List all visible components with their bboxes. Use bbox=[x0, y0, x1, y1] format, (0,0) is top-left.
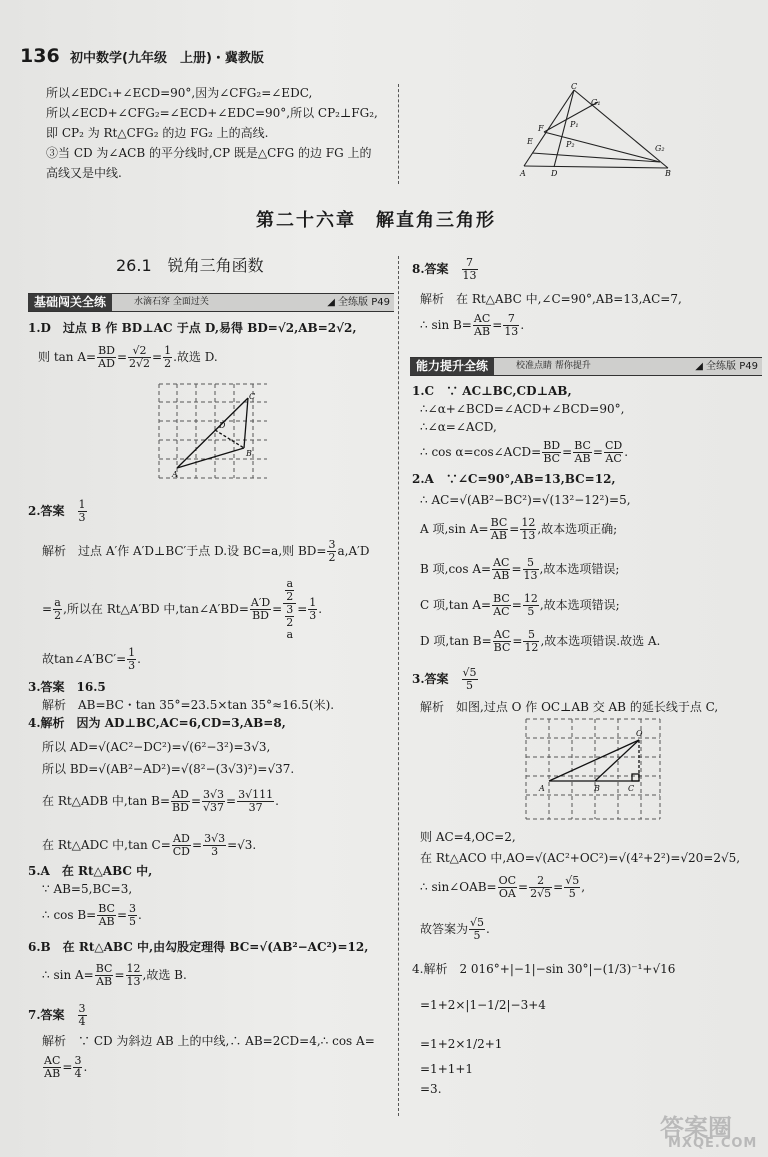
fraction bbox=[78, 499, 87, 524]
q4-line: 4.解析 因为 AD⊥BC,AC=6,CD=3,AB=8, bbox=[28, 716, 286, 730]
numerator: √5 bbox=[565, 874, 580, 887]
compound-fraction bbox=[283, 578, 296, 641]
figure-label: B bbox=[665, 169, 671, 178]
denominator: AC bbox=[493, 605, 510, 618]
q8-answer bbox=[412, 254, 479, 284]
r2-line: 2.A ∵∠C=90°,AB=13,BC=12, bbox=[412, 472, 616, 486]
denominator: 2 bbox=[286, 590, 294, 603]
denominator: 13 bbox=[504, 325, 519, 338]
numerator: 12 bbox=[523, 592, 538, 605]
text: ,故本选项错误; bbox=[539, 598, 620, 612]
text: ,故本选项错误.故选 A. bbox=[540, 634, 661, 648]
text: a,A′D bbox=[337, 544, 370, 558]
q4-line: 在 Rt△ADC 中,tan C= $\frac{AD}{CD}$ = $\frac{3√3}{3}$ =√3. bbox=[42, 832, 257, 858]
fraction bbox=[78, 1003, 87, 1028]
numerator: 7 bbox=[503, 313, 519, 326]
text: 故tan∠A′BC′= bbox=[42, 652, 127, 666]
q2-line bbox=[42, 536, 369, 566]
fraction bbox=[493, 629, 512, 654]
denominator: AB bbox=[493, 569, 510, 582]
denominator: AB bbox=[44, 1067, 61, 1080]
fraction bbox=[95, 963, 114, 988]
denominator: OA bbox=[498, 887, 516, 900]
fraction bbox=[53, 597, 62, 622]
text: 在 Rt△ADB 中,tan B= bbox=[42, 794, 171, 808]
answer-label: 8.答案 bbox=[412, 262, 449, 276]
numerator: BC bbox=[98, 902, 115, 915]
denominator: 12 bbox=[524, 641, 539, 654]
denominator: 13 bbox=[462, 269, 477, 282]
fraction bbox=[126, 963, 142, 988]
denominator: 3 bbox=[309, 609, 317, 622]
denominator: BD bbox=[172, 801, 189, 814]
denominator: AB bbox=[574, 452, 591, 465]
numerator: 1 bbox=[78, 498, 86, 511]
figure-label: P₂ bbox=[566, 140, 575, 149]
grid-label: B bbox=[594, 784, 600, 793]
text: a bbox=[286, 628, 293, 641]
text: .故选 D. bbox=[173, 350, 218, 364]
numerator: A′D bbox=[250, 596, 271, 609]
text: C 项,tan A= bbox=[420, 598, 492, 612]
denominator: 4 bbox=[78, 1015, 86, 1028]
chapter-title: 第二十六章 解直角三角形 bbox=[256, 210, 496, 231]
fraction bbox=[43, 1055, 61, 1080]
q2-line: 故tan∠A′BC′= $\frac{1}{3}$ . bbox=[42, 646, 141, 672]
denominator: BC bbox=[543, 452, 561, 465]
fraction bbox=[284, 578, 295, 603]
q8-line: ∴ sin B= $\frac{AC}{AB}$ = $\frac{7}{13}$ . bbox=[420, 312, 525, 338]
bar-reference: ◢ 全练版 P49 bbox=[695, 361, 758, 372]
r2-line: ∴ AC=√(AB²−BC²)=√(13²−12²)=5, bbox=[420, 493, 631, 507]
column-divider bbox=[398, 84, 399, 184]
bar-label: 基础闯关全练 bbox=[28, 294, 112, 311]
grid-label: O bbox=[636, 729, 643, 738]
denominator: 3 bbox=[78, 511, 86, 524]
text: 解析 过点 A′作 A′D⊥BC′于点 D.设 BC=a,则 BD= bbox=[42, 544, 327, 558]
q4-line: 所以 BD=√(AB²−AD²)=√(8²−(3√3)²)=√37. bbox=[42, 762, 295, 776]
numerator: AC bbox=[44, 1054, 61, 1067]
denominator: 5 bbox=[129, 915, 137, 928]
text: ,故选 B. bbox=[142, 968, 187, 982]
q7-line: 解析 ∵ CD 为斜边 AB 上的中线,∴ AB=2CD=4,∴ cos A= bbox=[42, 1034, 375, 1048]
numerator: 12 bbox=[126, 962, 141, 975]
numerator: BD bbox=[98, 344, 115, 357]
denominator: AC bbox=[605, 452, 622, 465]
denominator: 2 bbox=[54, 609, 62, 622]
r3-line: 解析 如图,过点 O 作 OC⊥AB 交 AB 的延长线于点 C, bbox=[420, 700, 719, 714]
denominator: 5 bbox=[466, 679, 474, 692]
figure-label: C bbox=[571, 82, 578, 91]
r3-line: 在 Rt△ACO 中,AO=√(AC²+OC²)=√(4²+2²)=√20=2√5, bbox=[420, 851, 741, 865]
bar-subtitle: 水滴石穿 全面过关 bbox=[134, 297, 209, 307]
numerator: 7 bbox=[462, 257, 478, 270]
denominator: 13 bbox=[521, 529, 536, 542]
q5-line: 5.A 在 Rt△ABC 中, bbox=[28, 864, 153, 878]
numerator: CD bbox=[604, 439, 623, 452]
numerator: 3 bbox=[328, 538, 336, 551]
watermark-url: MXQE.COM bbox=[668, 1136, 758, 1151]
denominator: 2√5 bbox=[530, 887, 552, 900]
r1-line: 1.C ∵ AC⊥BC,CD⊥AB, bbox=[412, 384, 572, 398]
fraction bbox=[523, 629, 539, 654]
denominator: AB bbox=[96, 975, 113, 988]
fraction bbox=[462, 257, 478, 282]
numerator: AD bbox=[173, 832, 190, 845]
grid-label: D bbox=[219, 421, 226, 430]
q5-line: ∴ cos B= $\frac{BC}{AB}$ = $\frac{3}{5}$ . bbox=[42, 902, 142, 928]
text: =√3. bbox=[227, 838, 257, 852]
numerator: 3 bbox=[78, 1002, 86, 1015]
fraction bbox=[308, 597, 317, 622]
fraction bbox=[163, 345, 172, 370]
r3-line: ∴ sin∠OAB= $\frac{OC}{OA}$ = $\frac{2}{2√5}$ = $\frac{√5}{5}$ , bbox=[420, 874, 586, 900]
text-line: ③当 CD 为∠ACB 的平分线时,CP 既是△CFG 的边 FG 上的 bbox=[46, 146, 372, 160]
q4-line: 在 Rt△ADB 中,tan B= $\frac{AD}{BD}$ = $\frac{3√3}{√37}$ = $\frac{3√111}{37}$ . bbox=[42, 788, 279, 814]
text: = bbox=[42, 602, 53, 616]
q2-answer bbox=[28, 496, 88, 526]
numerator: 3√3 bbox=[203, 788, 225, 801]
denominator: 5 bbox=[527, 605, 535, 618]
fraction bbox=[520, 517, 536, 542]
numerator: 12 bbox=[521, 516, 536, 529]
fraction bbox=[469, 917, 485, 942]
denominator: √37 bbox=[203, 801, 225, 814]
bar-reference: ◢ 全练版 P49 bbox=[327, 297, 390, 308]
figure-label: F bbox=[538, 124, 544, 133]
denominator: 5 bbox=[568, 887, 576, 900]
fraction bbox=[171, 789, 190, 814]
numerator: AC bbox=[493, 628, 511, 641]
r2-option-d: D 项,tan B= $\frac{AC}{BC}$ = $\frac{5}{12}$ ,故本选项错误.故选 A. bbox=[420, 628, 661, 654]
bar-label: 能力提升全练 bbox=[410, 358, 494, 375]
grid-label: C bbox=[628, 784, 635, 793]
denominator: AD bbox=[98, 357, 115, 370]
r4-line: =3. bbox=[420, 1082, 442, 1096]
fraction bbox=[172, 833, 191, 858]
q1-formula: 则 tan A= $\frac{BD}{AD}$ = $\frac{√2}{2√2}$ = $\frac{1}{2}$ .故选 D. bbox=[38, 344, 218, 370]
grid-label: B bbox=[246, 449, 252, 458]
bar-subtitle: 校准点睛 帮你提升 bbox=[516, 361, 591, 371]
text-line: 即 CP₂ 为 Rt△CFG₂ 的边 FG₂ 上的高线. bbox=[46, 126, 269, 140]
text: 则 tan A= bbox=[38, 350, 97, 364]
text-line: 高线又是中线. bbox=[46, 166, 122, 180]
r1-line: ∴∠α+∠BCD=∠ACD+∠BCD=90°, bbox=[420, 402, 625, 416]
fraction bbox=[97, 903, 116, 928]
text: ,所以在 Rt△A′BD 中,tan∠A′BD= bbox=[63, 602, 249, 616]
text: 在 Rt△ADC 中,tan C= bbox=[42, 838, 171, 852]
numerator: 1 bbox=[128, 646, 136, 659]
r1-line: ∴ cos α=cos∠ACD= $\frac{BD}{BC}$ = $\frac{BC}{AB}$ = $\frac{CD}{AC}$ . bbox=[420, 439, 629, 465]
q6-line: ∴ sin A= $\frac{BC}{AB}$ = $\frac{12}{13}$ ,故选 B. bbox=[42, 962, 187, 988]
section-bar-basic bbox=[28, 293, 394, 312]
r2-option-a: A 项,sin A= $\frac{BC}{AB}$ = $\frac{12}{13}$ ,故本选项正确; bbox=[420, 516, 618, 542]
numerator: 5 bbox=[523, 629, 539, 642]
numerator: 2 bbox=[529, 875, 552, 888]
q4-line: 所以 AD=√(AC²−DC²)=√(6²−3²)=3√3, bbox=[42, 740, 271, 754]
numerator: 3√111 bbox=[238, 788, 274, 801]
denominator: AB bbox=[474, 325, 491, 338]
numerator: 1 bbox=[164, 344, 172, 357]
fraction bbox=[523, 557, 539, 582]
numerator: 3√3 bbox=[204, 832, 226, 845]
numerator: 3 bbox=[74, 1054, 82, 1067]
q8-line: 解析 在 Rt△ABC 中,∠C=90°,AB=13,AC=7, bbox=[420, 292, 682, 306]
r4-line: =1+2×|1−1/2|−3+4 bbox=[420, 998, 546, 1012]
r1-line: ∴∠α=∠ACD, bbox=[420, 420, 497, 434]
triangle-figure bbox=[510, 80, 685, 180]
figure-label: D bbox=[551, 169, 558, 178]
fraction bbox=[127, 647, 136, 672]
denominator: 2 bbox=[328, 551, 336, 564]
grid-label: A bbox=[539, 784, 545, 793]
fraction bbox=[203, 833, 226, 858]
fraction bbox=[473, 313, 491, 338]
fraction bbox=[498, 875, 517, 900]
q3-line: 解析 AB=BC・tan 35°=23.5×tan 35°≈16.5(米). bbox=[42, 698, 335, 712]
fraction bbox=[97, 345, 116, 370]
grid-figure-1 bbox=[157, 382, 269, 482]
fraction bbox=[490, 517, 509, 542]
denominator: 3 bbox=[211, 845, 219, 858]
answer-label: 2.答案 bbox=[28, 504, 65, 518]
numerator: BC bbox=[490, 516, 508, 529]
fraction bbox=[128, 903, 137, 928]
text: ,故本选项正确; bbox=[537, 522, 618, 536]
answer-label: 3.答案 bbox=[412, 672, 449, 686]
figure-label: E bbox=[527, 137, 533, 146]
numerator: BD bbox=[543, 439, 561, 452]
page-number: 136 bbox=[20, 45, 60, 67]
grid-label: A bbox=[172, 470, 178, 479]
fraction bbox=[503, 313, 519, 338]
fraction bbox=[250, 597, 271, 622]
numerator: 1 bbox=[309, 596, 317, 609]
numerator: a bbox=[54, 596, 61, 609]
watermark-logo: 答案圈 bbox=[660, 1114, 732, 1142]
numerator: AC bbox=[493, 556, 510, 569]
figure-label: A bbox=[520, 169, 526, 178]
numerator: 3 bbox=[129, 902, 137, 915]
fraction bbox=[327, 539, 336, 564]
denominator: 5 bbox=[473, 929, 481, 942]
fraction bbox=[523, 593, 539, 618]
text: ∴ sin A= bbox=[42, 968, 94, 982]
numerator: BC bbox=[95, 962, 113, 975]
numerator: 5 bbox=[523, 557, 539, 570]
r2-option-c: C 项,tan A= $\frac{BC}{AC}$ = $\frac{12}{5}$ ,故本选项错误; bbox=[420, 592, 620, 618]
r3-answer bbox=[412, 664, 479, 694]
r4-line: =1+2×1/2+1 bbox=[420, 1037, 503, 1051]
numerator: a bbox=[286, 577, 293, 590]
numerator: BC bbox=[493, 592, 510, 605]
denominator: 2√2 bbox=[129, 357, 151, 370]
text: A 项,sin A= bbox=[420, 522, 489, 536]
numerator: √2 bbox=[128, 345, 151, 358]
r3-line: 则 AC=4,OC=2, bbox=[420, 830, 516, 844]
numerator: BC bbox=[574, 439, 591, 452]
fraction bbox=[529, 875, 552, 900]
denominator: 2 bbox=[164, 357, 172, 370]
denominator: 3 bbox=[128, 659, 136, 672]
fraction bbox=[542, 440, 561, 465]
numerator: √5 bbox=[462, 666, 477, 679]
text: ,故本选项错误; bbox=[539, 562, 620, 576]
r2-option-b: B 项,cos A= $\frac{AC}{AB}$ = $\frac{5}{13}$ ,故本选项错误; bbox=[420, 556, 620, 582]
denominator: CD bbox=[172, 845, 191, 858]
fraction bbox=[202, 789, 225, 814]
fraction bbox=[462, 667, 478, 692]
fraction bbox=[564, 875, 580, 900]
q5-line: ∵ AB=5,BC=3, bbox=[42, 882, 133, 896]
numerator: 3 bbox=[286, 603, 294, 616]
section-title: 26.1 锐角三角函数 bbox=[116, 256, 264, 275]
grid-label: C bbox=[249, 392, 256, 401]
denominator: 4 bbox=[74, 1067, 82, 1080]
fraction bbox=[492, 593, 511, 618]
figure-label: G₂ bbox=[655, 144, 665, 153]
q7-line: $\frac{AC}{AB}$ = $\frac{3}{4}$ . bbox=[44, 1054, 88, 1080]
fraction bbox=[284, 604, 295, 629]
answer-label: 7.答案 bbox=[28, 1008, 65, 1022]
running-title: 初中数学(九年级 上册)・冀教版 bbox=[70, 51, 264, 66]
fraction bbox=[573, 440, 592, 465]
section-bar-advanced bbox=[410, 357, 762, 376]
fraction bbox=[237, 789, 274, 814]
denominator: 37 bbox=[248, 801, 263, 814]
text: ∴ sin B= bbox=[420, 318, 472, 332]
text: 故答案为 bbox=[420, 922, 469, 936]
numerator: AD bbox=[172, 788, 189, 801]
r4-line: =1+1+1 bbox=[420, 1062, 474, 1076]
q2-line: = $\frac{a}{2}$ ,所以在 Rt△A′BD 中,tan∠A′BD= $\frac{A'D}{BD}$ = a 2 3 2 a = $\frac{1}{3}$ . bbox=[42, 577, 323, 641]
q7-answer bbox=[28, 1000, 88, 1030]
text-line: 所以∠ECD+∠CFG₂=∠ECD+∠EDC=90°,所以 CP₂⊥FG₂, bbox=[46, 106, 378, 120]
fraction bbox=[73, 1055, 82, 1080]
denominator: BD bbox=[252, 609, 269, 622]
text: ∴ cos B= bbox=[42, 908, 97, 922]
numerator: OC bbox=[498, 874, 517, 887]
text: B 项,cos A= bbox=[420, 562, 492, 576]
text: D 项,tan B= bbox=[420, 634, 492, 648]
fraction bbox=[604, 440, 623, 465]
numerator: √5 bbox=[470, 916, 485, 929]
fraction bbox=[128, 345, 151, 370]
text: ∴ sin∠OAB= bbox=[420, 880, 497, 894]
denominator: AB bbox=[490, 529, 507, 542]
text: ∴ cos α=cos∠ACD= bbox=[420, 445, 542, 459]
fraction bbox=[492, 557, 510, 582]
denominator: AB bbox=[98, 915, 115, 928]
denominator: 13 bbox=[523, 569, 538, 582]
column-divider bbox=[398, 256, 399, 1116]
r4-line: 4.解析 2 016°+|−1|−sin 30°|−(1/3)⁻¹+√16 bbox=[412, 962, 676, 976]
denominator: 13 bbox=[126, 975, 141, 988]
numerator: AC bbox=[473, 312, 491, 325]
grid-figure-2 bbox=[524, 717, 664, 823]
figure-label: P₁ bbox=[570, 120, 579, 129]
q1-line: 1.D 过点 B 作 BD⊥AC 于点 D,易得 BD=√2,AB=2√2, bbox=[28, 321, 357, 335]
r3-line: 故答案为 $\frac{√5}{5}$ . bbox=[420, 916, 490, 942]
q3-answer: 3.答案 16.5 bbox=[28, 680, 106, 694]
figure-label: G₁ bbox=[591, 98, 601, 107]
denominator: 2 bbox=[286, 616, 294, 629]
q6-line: 6.B 在 Rt△ABC 中,由勾股定理得 BC=√(AB²−AC²)=12, bbox=[28, 940, 369, 954]
text-line: 所以∠EDC₁+∠ECD=90°,因为∠CFG₂=∠EDC, bbox=[46, 86, 313, 100]
denominator: BC bbox=[493, 641, 511, 654]
